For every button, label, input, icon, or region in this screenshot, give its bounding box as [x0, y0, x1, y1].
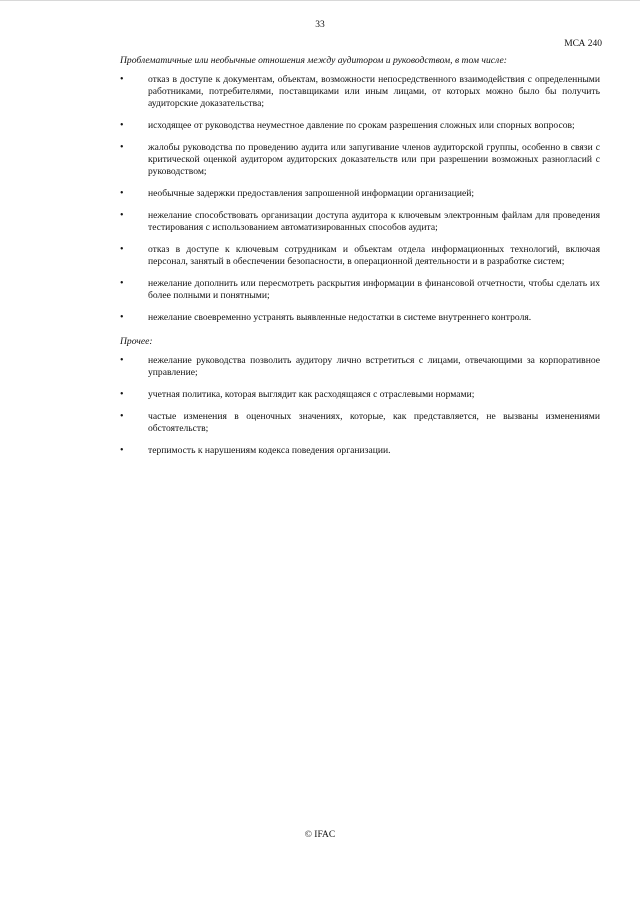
bullet-icon: •: [120, 312, 124, 323]
list-item-text: нежелание своевременно устранять выявленные недостатки в системе внутреннего контроля.: [148, 312, 532, 323]
copyright-footer: © IFAC: [304, 830, 336, 840]
page-content: [120, 55, 600, 467]
list-item-text: отказ в доступе к документам, объектам, возможности непосредственного взаимодействия с определенными работниками, потребителями, поставщиками или иным лицами, от которых можно было бы получить аудиторские доказательства;: [148, 74, 600, 109]
list-item: [120, 210, 600, 234]
bullet-icon: •: [120, 278, 124, 289]
bullet-icon: •: [120, 445, 124, 456]
list-item: [120, 312, 600, 324]
page-number: 33: [315, 20, 325, 30]
bullet-list-relations: [120, 74, 600, 324]
list-item-text: учетная политика, которая выглядит как расходящаяся с отраслевыми нормами;: [148, 389, 475, 400]
list-item-text: необычные задержки предоставления запрошенной информации организацией;: [148, 188, 475, 199]
list-item: [120, 142, 600, 178]
bullet-icon: •: [120, 210, 124, 221]
document-code: МСА 240: [564, 39, 602, 49]
bullet-icon: •: [120, 355, 124, 366]
list-item: [120, 188, 600, 200]
list-item-text: нежелание способствовать организации доступа аудитора к ключевым электронным файлам для проведения тестирования с использованием автоматизированных способов аудита;: [148, 210, 600, 233]
list-item-text: исходящее от руководства неуместное давление по срокам разрешения сложных или спорных вопросов;: [148, 120, 575, 131]
bullet-icon: •: [120, 74, 124, 85]
list-item: [120, 120, 600, 132]
section-heading-other: Прочее:: [120, 336, 153, 347]
list-item: [120, 355, 600, 379]
list-item: [120, 244, 600, 268]
bullet-icon: •: [120, 389, 124, 400]
list-item-text: нежелание руководства позволить аудитору лично встретиться с лицами, отвечающими за корпоративное управление;: [148, 355, 600, 378]
list-item-text: частые изменения в оценочных значениях, которые, как представляется, не вызваны изменениями обстоятельств;: [148, 411, 600, 434]
list-item-text: нежелание дополнить или пересмотреть раскрытия информации в финансовой отчетности, чтобы сделать их более полными и понятными;: [148, 278, 600, 301]
list-item-text: жалобы руководства по проведению аудита или запугивание членов аудиторской группы, особенно в связи с критической оценкой аудитором аудиторских доказательств или при разрешении возможных разногласий с руководством;: [148, 142, 600, 177]
section-heading-relations: Проблематичные или необычные отношения между аудитором и руководством, в том числе:: [120, 55, 507, 66]
bullet-list-other: [120, 355, 600, 457]
list-item-text: терпимость к нарушениям кодекса поведения организации.: [148, 445, 391, 456]
bullet-icon: •: [120, 142, 124, 153]
top-border: [0, 0, 640, 1]
bullet-icon: •: [120, 411, 124, 422]
list-item: [120, 411, 600, 435]
list-item-text: отказ в доступе к ключевым сотрудникам и объектам отдела информационных технологий, включая персонал, занятый в обеспечении безопасности, в операционной деятельности и в разработке систем;: [148, 244, 600, 267]
bullet-icon: •: [120, 120, 124, 131]
bullet-icon: •: [120, 244, 124, 255]
list-item: [120, 278, 600, 302]
list-item: [120, 74, 600, 110]
bullet-icon: •: [120, 188, 124, 199]
list-item: [120, 389, 600, 401]
list-item: [120, 445, 600, 457]
